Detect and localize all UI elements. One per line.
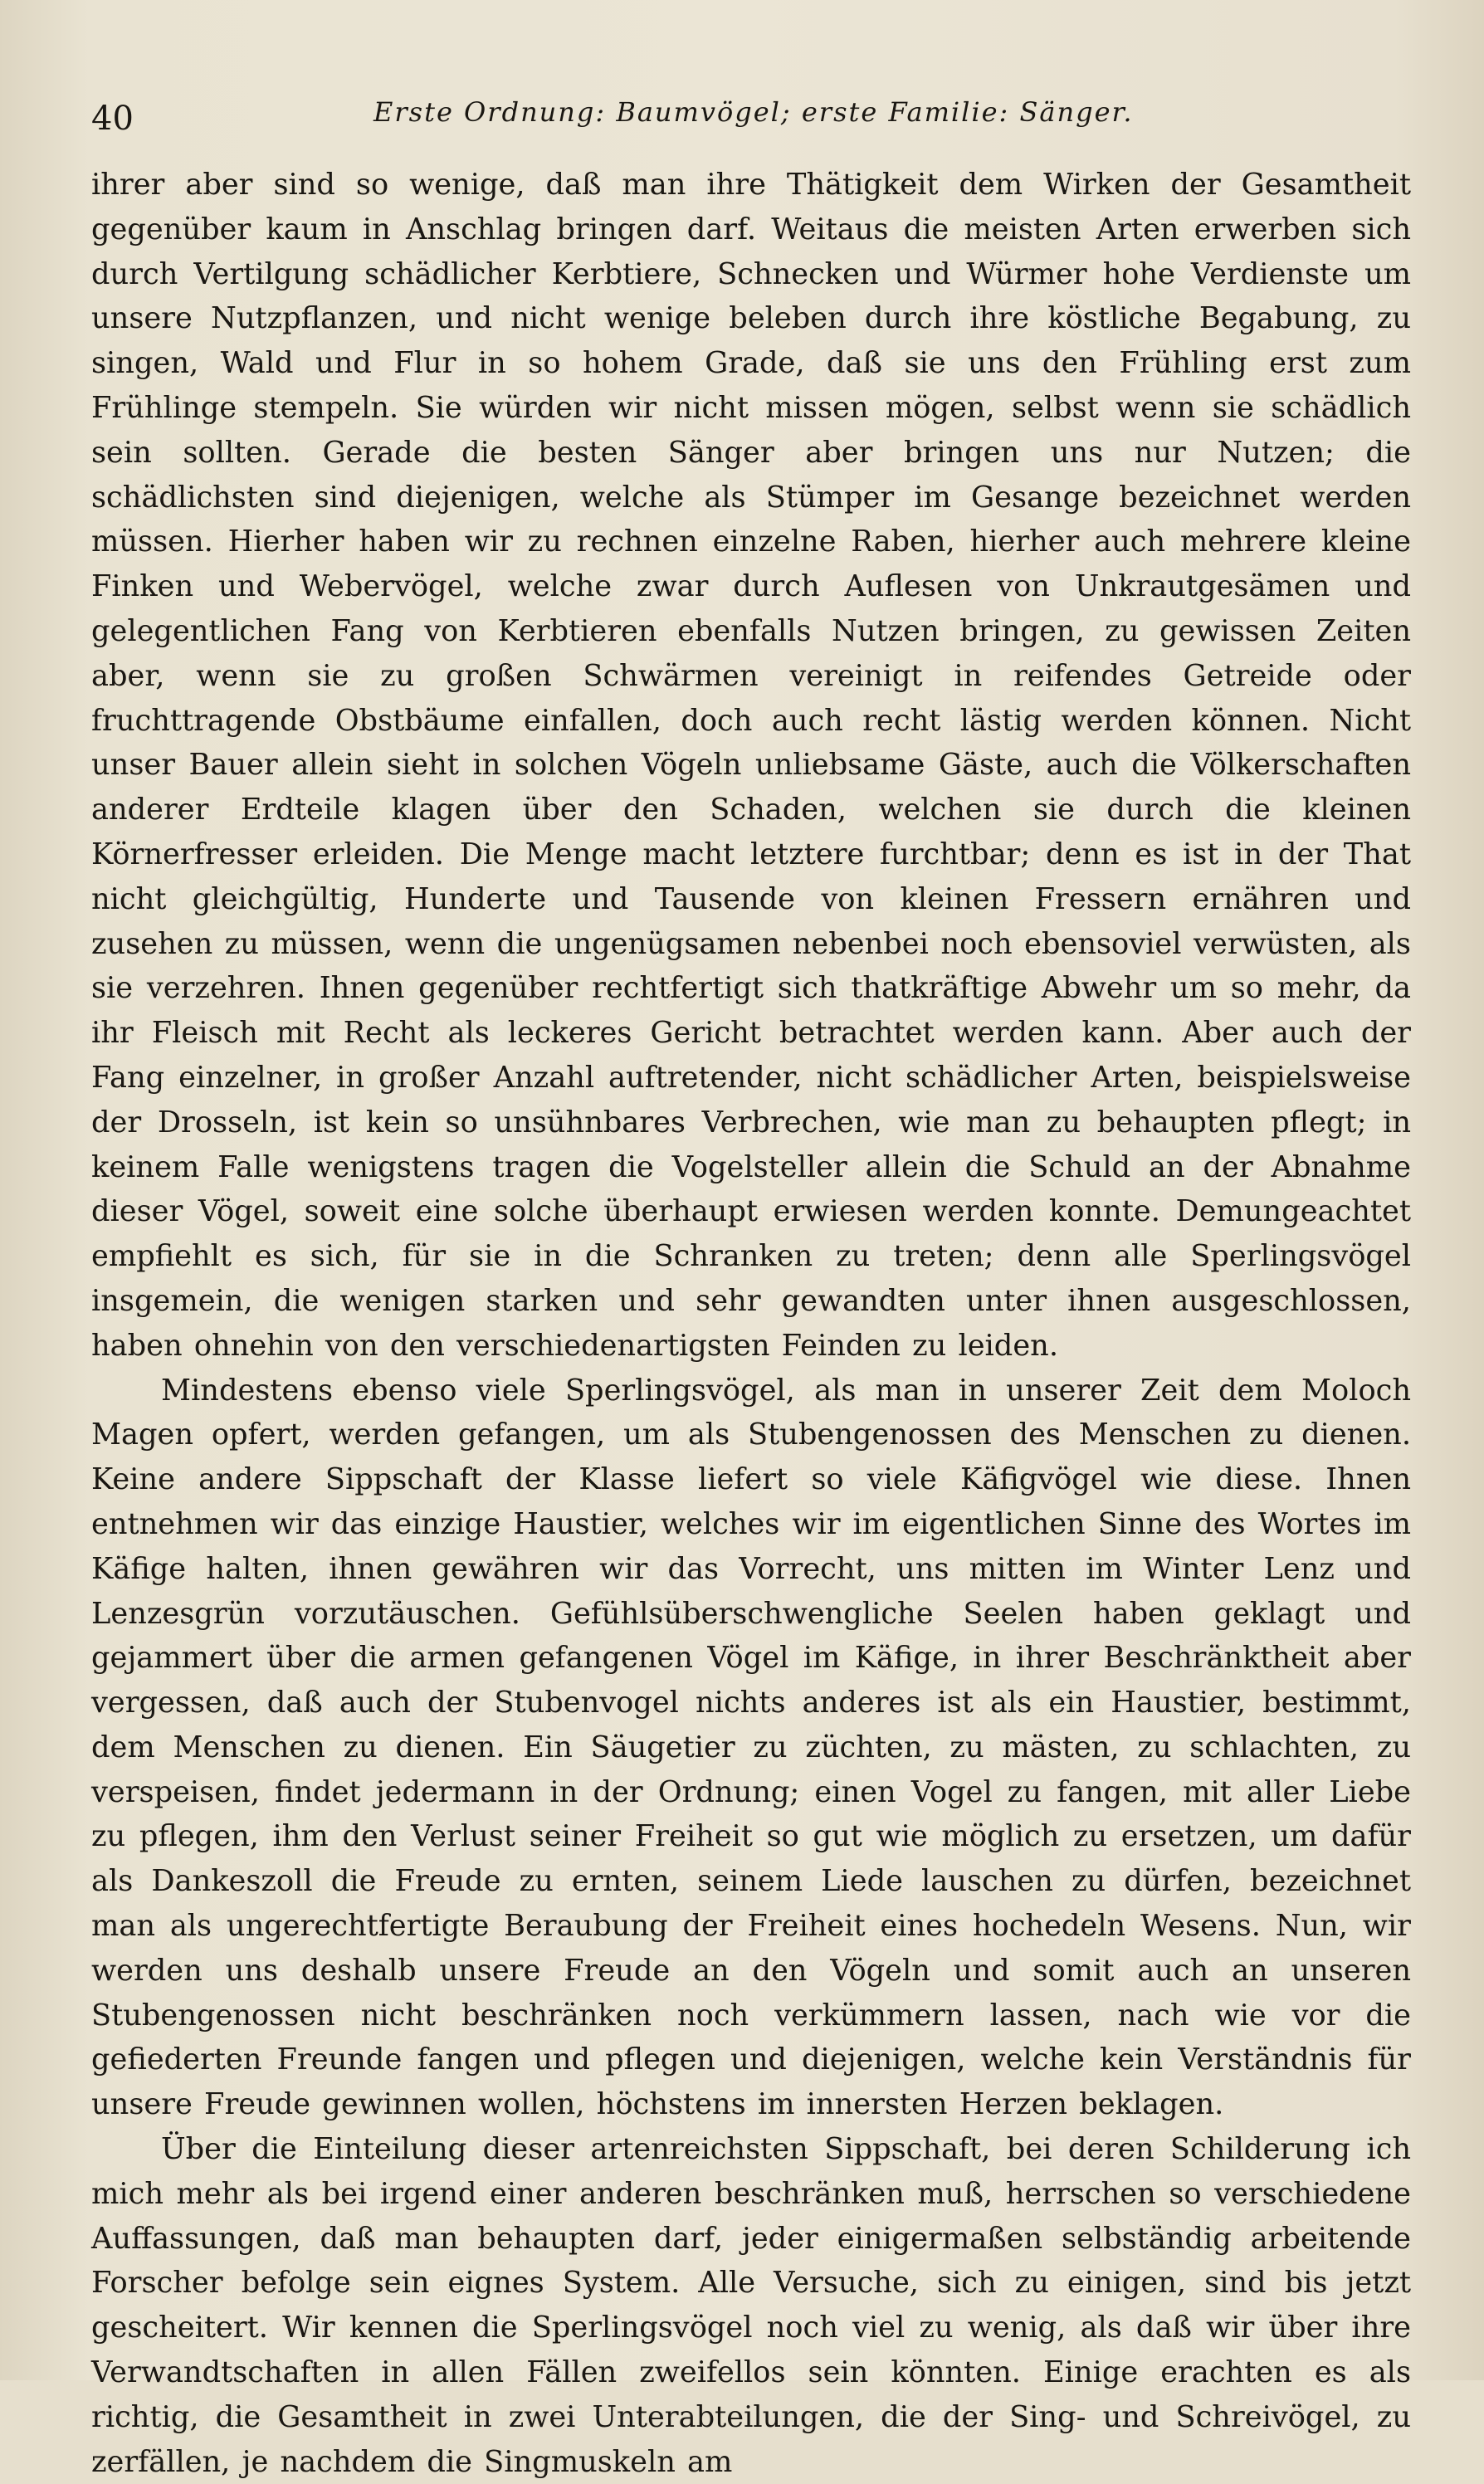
paragraph-1: ihrer aber sind so wenige, daß man ihre Thätigkeit dem Wirken der Gesamtheit gegenüber kaum in Anschlag bringen darf. Weitaus die meisten Arten erwerben sich durch Vertilgung schädlicher Kerbtiere, Schnecken und Würmer hohe Verdienste um unsere Nutzpflanzen, und nicht wenige beleben durch ihre köstliche Begabung, zu singen, Wald und Flur in so hohem Grade, daß sie uns den Frühling erst zum Frühlinge stempeln. Sie würden wir nicht missen mögen, selbst wenn sie schädlich sein sollten. Gerade die besten Sänger aber bringen uns nur Nutzen; die schädlichsten sind diejenigen, welche als Stümper im Gesange bezeichnet werden müssen. Hierher haben wir zu rechnen einzelne Raben, hierher auch mehrere kleine Finken und Webervögel, welche zwar durch Auflesen von Unkrautgesämen und gelegentlichen Fang von Kerbtieren ebenfalls Nutzen bringen, zu gewissen Zeiten aber, wenn sie zu großen Schwärmen vereinigt in reifendes Getreide oder fruchttragende Obstbäume einfallen, doch auch recht lästig werden können. Nicht unser Bauer allein sieht in solchen Vögeln unliebsame Gäste, auch die Völkerschaften anderer Erdteile klagen über den Schaden, welchen sie durch die kleinen Körnerfresser erleiden. Die Menge macht letztere furchtbar; denn es ist in der That nicht gleichgültig, Hunderte und Tausende von kleinen Fressern ernähren und zusehen zu müssen, wenn die ungenügsamen nebenbei noch ebensoviel verwüsten, als sie verzehren. Ihnen gegenüber rechtfertigt sich thatkräftige Abwehr um so mehr, da ihr Fleisch mit Recht als leckeres Gericht betrachtet werden kann. Aber auch der Fang einzelner, in großer Anzahl auftretender, nicht schädlicher Arten, beispielsweise der Drosseln, ist kein so unsühnbares Verbrechen, wie man zu behaupten pflegt; in keinem Falle wenigstens tragen die Vogelsteller allein die Schuld an der Abnahme dieser Vögel, soweit eine solche überhaupt erwiesen werden konnte. Demungeachtet empfiehlt es sich, für sie in die Schranken zu treten; denn alle Sperlingsvögel insgemein, die wenigen starken und sehr gewandten unter ihnen ausgeschlossen, haben ohnehin von den verschiedenartigsten Feinden zu leiden. bbox=[91, 168, 1411, 1363]
page-header bbox=[91, 90, 1419, 138]
page-number: 40 bbox=[91, 100, 134, 138]
body-text bbox=[91, 163, 1411, 2484]
paragraph-3: Über die Einteilung dieser artenreichsten Sippschaft, bei deren Schilderung ich mich mehr als bei irgend einer anderen beschränken muß, herrschen so verschiedene Auffassungen, daß man behaupten darf, jeder einigermaßen selbständig arbeitende Forscher befolge sein eignes System. Alle Versuche, sich zu einigen, sind bis jetzt gescheitert. Wir kennen die Sperlingsvögel noch viel zu wenig, als daß wir über ihre Verwandtschaften in allen Fällen zweifellos sein könnten. Einige erachten es als richtig, die Gesamtheit in zwei Unterabteilungen, die der Sing- und Schreivögel, zu zerfällen, je nachdem die Singmuskeln am bbox=[91, 2132, 1411, 2479]
running-head: Erste Ordnung: Baumvögel; erste Familie: Sänger. bbox=[373, 96, 1134, 128]
paragraph-2: Mindestens ebenso viele Sperlingsvögel, als man in unserer Zeit dem Moloch Magen opfert, werden gefangen, um als Stubengenossen des Menschen zu dienen. Keine andere Sippschaft der Klasse liefert so viele Käfigvögel wie diese. Ihnen entnehmen wir das einzige Haustier, welches wir im eigentlichen Sinne des Wortes im Käfige halten, ihnen gewähren wir das Vorrecht, uns mitten im Winter Lenz und Lenzesgrün vorzutäuschen. Gefühlsüberschwengliche Seelen haben geklagt und gejammert über die armen gefangenen Vögel im Käfige, in ihrer Beschränktheit aber vergessen, daß auch der Stubenvogel nichts anderes ist als ein Haustier, bestimmt, dem Menschen zu dienen. Ein Säugetier zu züchten, zu mästen, zu schlachten, zu verspeisen, findet jedermann in der Ordnung; einen Vogel zu fangen, mit aller Liebe zu pflegen, ihm den Verlust seiner Freiheit so gut wie möglich zu ersetzen, um dafür als Dankeszoll die Freude zu ernten, seinem Liede lauschen zu dürfen, bezeichnet man als ungerechtfertigte Beraubung der Freiheit eines hochedeln Wesens. Nun, wir werden uns deshalb unsere Freude an den Vögeln und somit auch an unseren Stubengenossen nicht beschränken noch verkümmern lassen, nach wie vor die gefiederten Freunde fangen und pflegen und diejenigen, welche kein Verständnis für unsere Freude gewinnen wollen, höchstens im innersten Herzen beklagen. bbox=[91, 1373, 1411, 2122]
